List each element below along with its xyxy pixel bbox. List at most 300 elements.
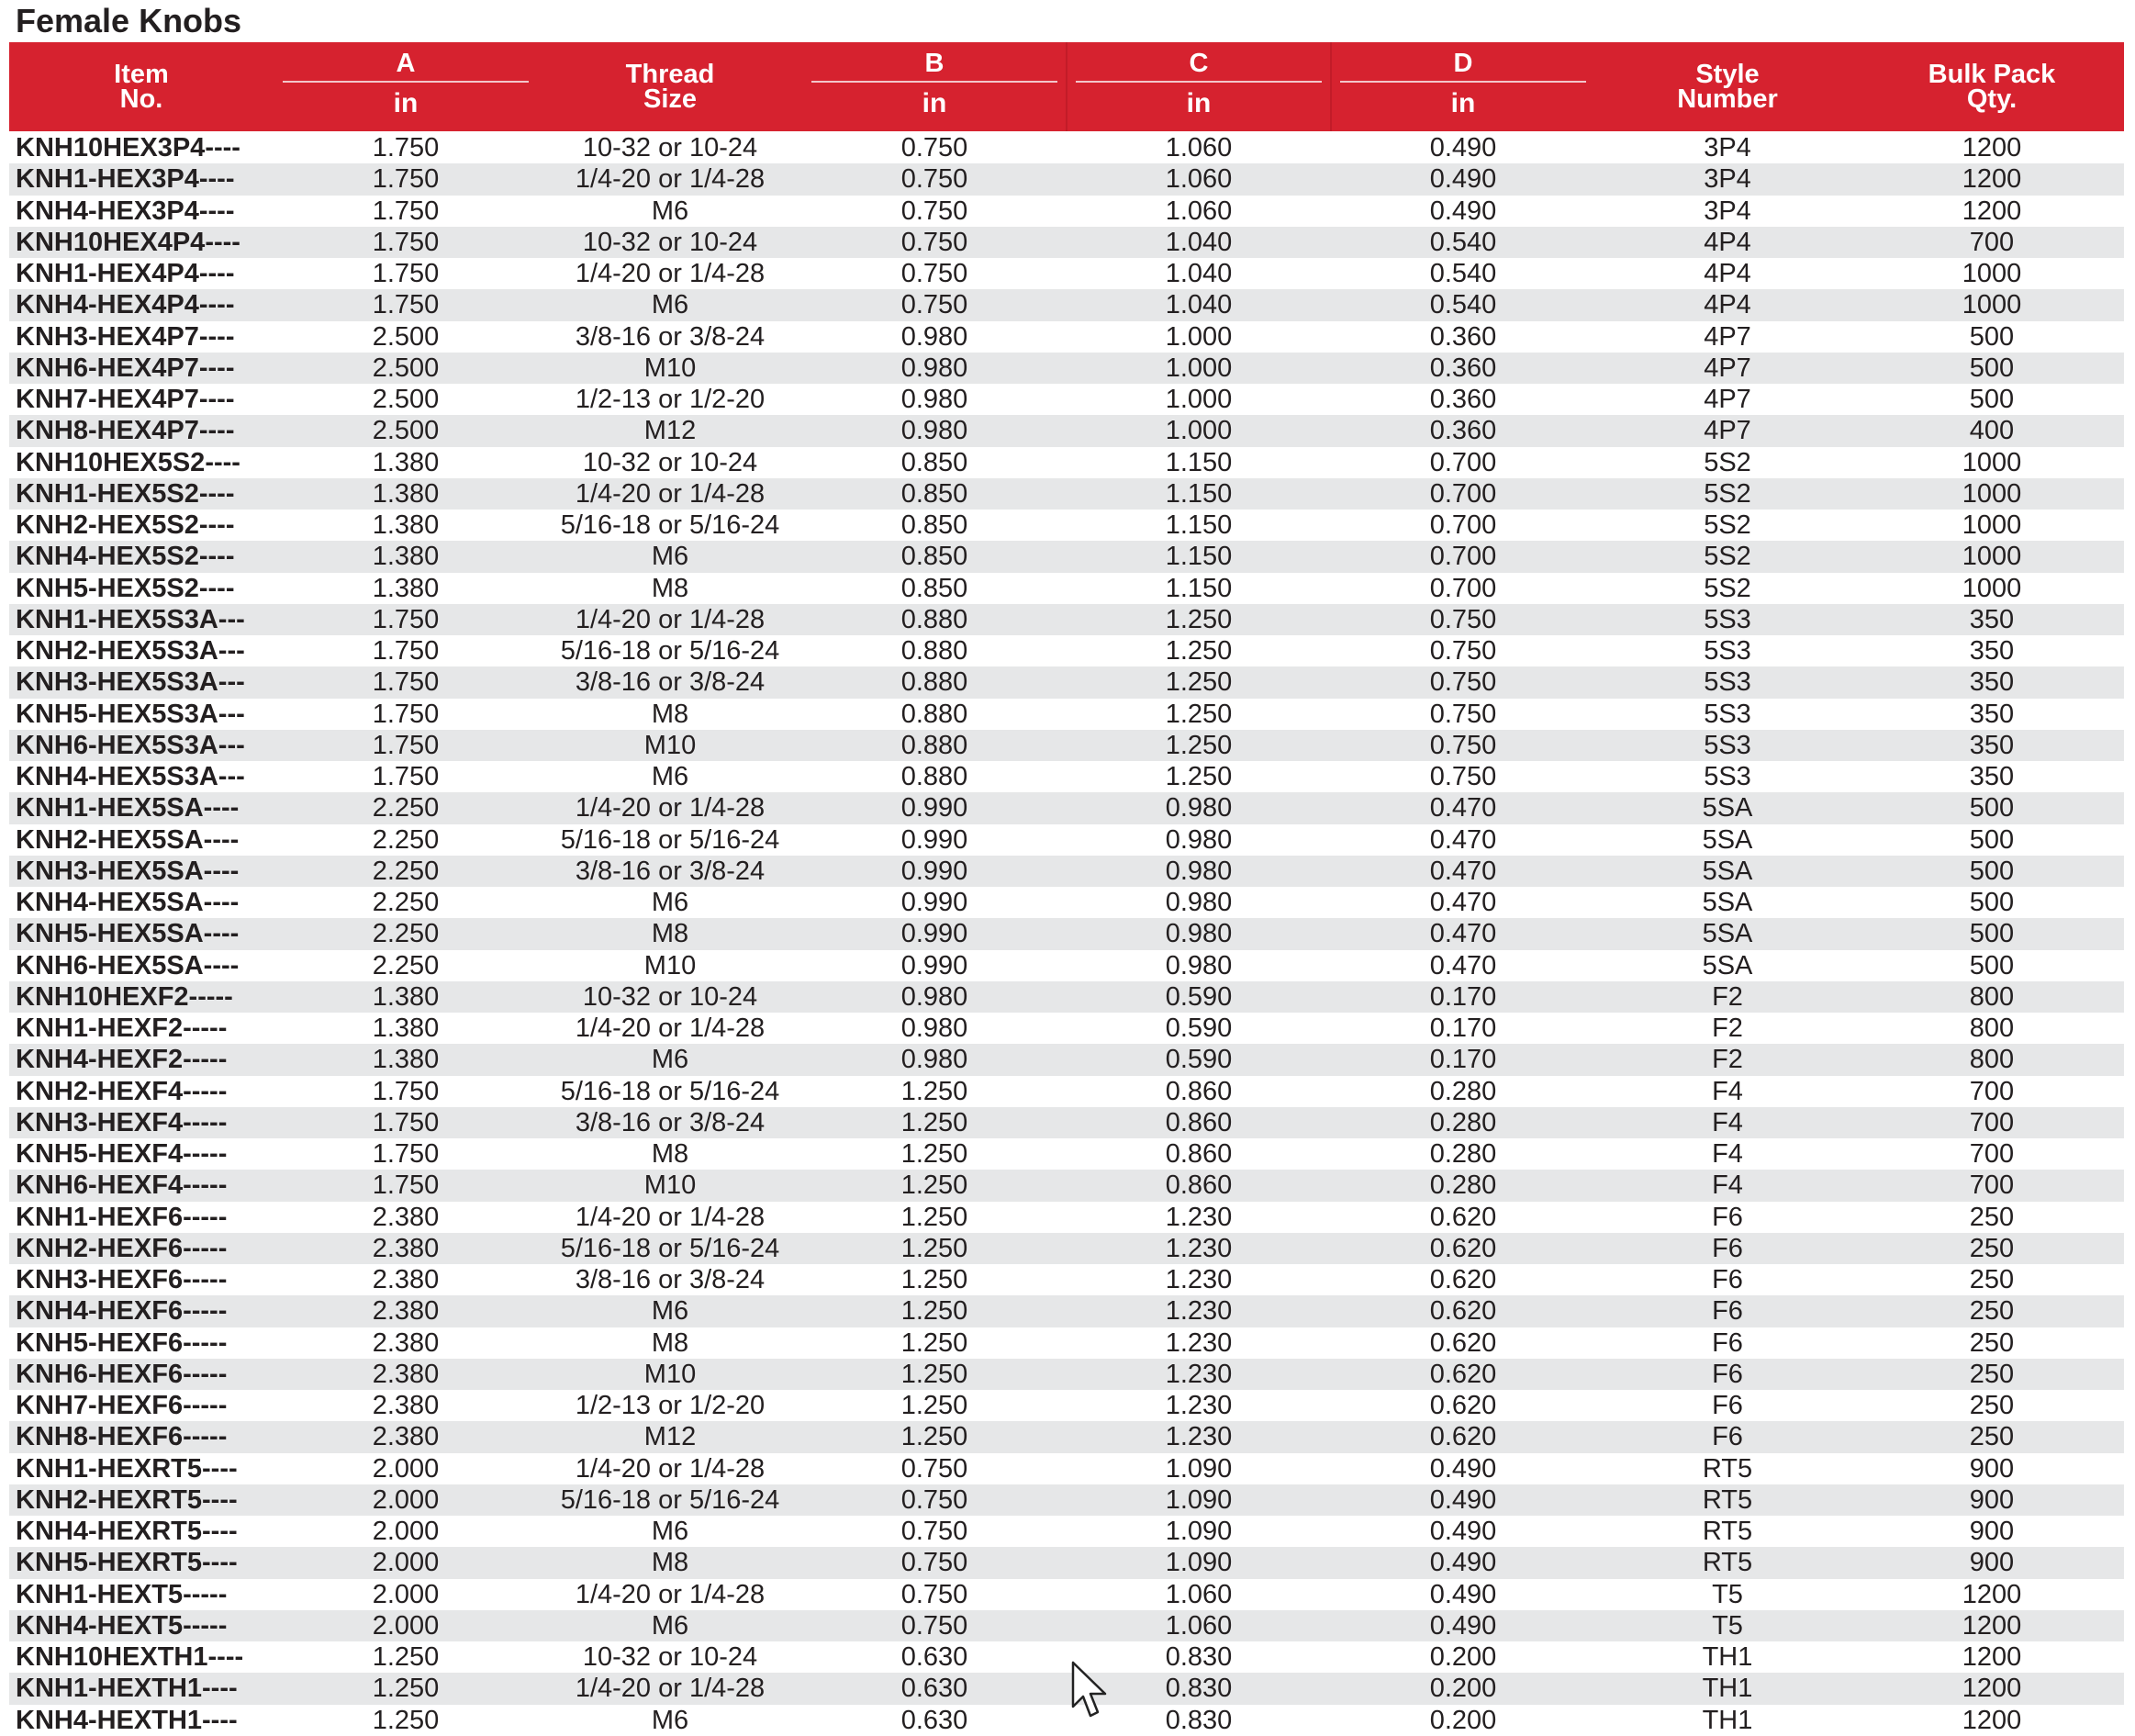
thread-size-cell: M8	[651, 573, 689, 603]
bulk-pack-qty-cell: 500	[1969, 824, 2015, 855]
style-number-cell: F4	[1712, 1139, 1743, 1169]
a-cell: 1.750	[372, 1139, 440, 1169]
bulk-pack-qty-cell: 700	[1969, 1139, 2015, 1169]
bulk-pack-qty-cell: 350	[1969, 667, 2015, 698]
header-a	[274, 42, 538, 131]
d-cell: 0.490	[1429, 1517, 1497, 1546]
table-row	[9, 1673, 2124, 1704]
item-no-cell: KNH2-HEX5S2----	[16, 510, 235, 540]
thread-size-cell: 3/8-16 or 3/8-24	[575, 321, 766, 352]
c-cell: 1.060	[1165, 1610, 1233, 1641]
table-row	[9, 1359, 2124, 1390]
a-cell: 2.500	[372, 416, 440, 446]
c-cell: 1.060	[1165, 1579, 1233, 1609]
thread-size-cell: M10	[643, 950, 697, 980]
bulk-pack-qty-cell: 1000	[1962, 447, 2022, 477]
table-row	[9, 1610, 2124, 1641]
c-cell: 1.060	[1165, 196, 1233, 226]
item-no-cell: KNH4-HEX5SA----	[16, 888, 240, 917]
header-d	[1331, 42, 1595, 131]
d-cell: 0.490	[1429, 1453, 1497, 1484]
table-row	[9, 1390, 2124, 1421]
item-no-cell: KNH10HEX4P4----	[16, 227, 240, 257]
style-number-cell: F6	[1712, 1327, 1743, 1358]
b-cell: 1.250	[900, 1139, 968, 1169]
c-cell: 0.980	[1165, 919, 1233, 949]
item-no-cell: KNH1-HEX3P4----	[16, 164, 235, 195]
a-cell: 1.380	[372, 981, 440, 1012]
table-row	[9, 918, 2124, 949]
b-cell: 0.990	[900, 950, 968, 980]
thread-size-cell: M6	[651, 196, 689, 226]
b-cell: 0.750	[900, 164, 968, 195]
table-row	[9, 635, 2124, 666]
a-cell: 2.500	[372, 353, 440, 383]
header-b	[802, 42, 1067, 131]
c-cell: 1.150	[1165, 447, 1233, 477]
style-number-cell: T5	[1712, 1610, 1743, 1641]
style-number-cell: 5SA	[1702, 919, 1753, 949]
style-number-cell: TH1	[1702, 1674, 1753, 1704]
header-divider	[1330, 42, 1332, 131]
d-cell: 0.170	[1429, 981, 1497, 1012]
table-row	[9, 415, 2124, 446]
style-number-cell: F2	[1712, 1014, 1743, 1043]
d-cell: 0.470	[1429, 793, 1497, 823]
style-number-cell: RT5	[1702, 1484, 1753, 1515]
table-row	[9, 1641, 2124, 1673]
a-cell: 2.500	[372, 321, 440, 352]
item-no-cell: KNH5-HEX5S2----	[16, 573, 235, 603]
b-cell: 0.750	[900, 227, 968, 257]
d-cell: 0.170	[1429, 1014, 1497, 1043]
a-cell: 2.500	[372, 385, 440, 414]
table-row	[9, 478, 2124, 510]
a-cell: 2.380	[372, 1391, 440, 1420]
c-cell: 1.150	[1165, 478, 1233, 509]
a-cell: 2.250	[372, 919, 440, 949]
item-no-cell: KNH6-HEXF6-----	[16, 1359, 228, 1389]
table-row	[9, 1233, 2124, 1264]
c-cell: 0.980	[1165, 856, 1233, 886]
style-number-cell: F6	[1712, 1359, 1743, 1389]
thread-size-cell: M6	[651, 762, 689, 791]
c-cell: 0.980	[1165, 824, 1233, 855]
thread-size-cell: 1/2-13 or 1/2-20	[575, 385, 766, 414]
d-cell: 0.620	[1429, 1327, 1497, 1358]
header-bulk-pack-qty: Bulk Pack Qty.	[1928, 59, 2056, 114]
thread-size-cell: 5/16-18 or 5/16-24	[560, 636, 780, 666]
a-cell: 1.250	[372, 1705, 440, 1735]
d-cell: 0.750	[1429, 604, 1497, 634]
table-row	[9, 1264, 2124, 1295]
header-c	[1067, 42, 1331, 131]
style-number-cell: 4P7	[1704, 321, 1751, 352]
item-no-cell: KNH6-HEX5SA----	[16, 950, 240, 980]
style-number-cell: RT5	[1702, 1517, 1753, 1546]
thread-size-cell: M6	[651, 888, 689, 917]
c-cell: 0.860	[1165, 1107, 1233, 1137]
c-cell: 1.230	[1165, 1265, 1233, 1294]
bulk-pack-qty-cell: 1200	[1962, 164, 2022, 195]
style-number-cell: 4P7	[1704, 385, 1751, 414]
style-number-cell: TH1	[1702, 1642, 1753, 1672]
bulk-pack-qty-cell: 350	[1969, 730, 2015, 760]
c-cell: 0.830	[1165, 1674, 1233, 1704]
a-cell: 2.380	[372, 1296, 440, 1327]
c-cell: 1.250	[1165, 762, 1233, 791]
table-body	[9, 132, 2124, 1736]
thread-size-cell: 1/4-20 or 1/4-28	[575, 478, 766, 509]
a-cell: 1.750	[372, 730, 440, 760]
b-cell: 0.750	[900, 1579, 968, 1609]
bulk-pack-qty-cell: 900	[1969, 1453, 2015, 1484]
table-row	[9, 227, 2124, 258]
table-row	[9, 950, 2124, 981]
thread-size-cell: M6	[651, 1610, 689, 1641]
bulk-pack-qty-cell: 800	[1969, 981, 2015, 1012]
bulk-pack-qty-cell: 900	[1969, 1548, 2015, 1578]
d-cell: 0.490	[1429, 1548, 1497, 1578]
item-no-cell: KNH2-HEXF4-----	[16, 1076, 228, 1106]
table-row	[9, 353, 2124, 384]
style-number-cell: 5S2	[1704, 447, 1751, 477]
header-b-label: B	[924, 49, 945, 78]
b-cell: 0.880	[900, 667, 968, 698]
thread-size-cell: M6	[651, 542, 689, 572]
style-number-cell: F6	[1712, 1296, 1743, 1327]
d-cell: 0.540	[1429, 259, 1497, 288]
d-cell: 0.490	[1429, 1610, 1497, 1641]
a-cell: 2.380	[372, 1327, 440, 1358]
b-cell: 0.880	[900, 636, 968, 666]
thread-size-cell: M8	[651, 1139, 689, 1169]
bulk-pack-qty-cell: 250	[1969, 1233, 2015, 1263]
d-cell: 0.470	[1429, 919, 1497, 949]
table-row	[9, 1516, 2124, 1547]
a-cell: 2.250	[372, 950, 440, 980]
style-number-cell: 4P4	[1704, 290, 1751, 320]
style-number-cell: 4P4	[1704, 259, 1751, 288]
bulk-pack-qty-cell: 700	[1969, 1107, 2015, 1137]
a-cell: 2.250	[372, 793, 440, 823]
c-cell: 0.590	[1165, 1045, 1233, 1075]
bulk-pack-qty-cell: 500	[1969, 321, 2015, 352]
table-row	[9, 1453, 2124, 1484]
b-cell: 0.750	[900, 259, 968, 288]
item-no-cell: KNH3-HEXF6-----	[16, 1265, 228, 1294]
c-cell: 0.860	[1165, 1139, 1233, 1169]
a-cell: 1.750	[372, 667, 440, 698]
style-number-cell: 5S2	[1704, 510, 1751, 540]
header-c-unit: in	[1186, 88, 1212, 118]
a-cell: 1.750	[372, 1107, 440, 1137]
bulk-pack-qty-cell: 500	[1969, 919, 2015, 949]
c-cell: 1.230	[1165, 1296, 1233, 1327]
bulk-pack-qty-cell: 250	[1969, 1202, 2015, 1232]
item-no-cell: KNH1-HEXRT5----	[16, 1453, 238, 1484]
b-cell: 0.990	[900, 793, 968, 823]
table-row	[9, 289, 2124, 320]
b-cell: 0.980	[900, 416, 968, 446]
c-cell: 1.150	[1165, 542, 1233, 572]
thread-size-cell: 1/2-13 or 1/2-20	[575, 1391, 766, 1420]
table-row	[9, 856, 2124, 887]
c-cell: 1.060	[1165, 164, 1233, 195]
c-cell: 1.230	[1165, 1202, 1233, 1232]
bulk-pack-qty-cell: 1200	[1962, 196, 2022, 226]
b-cell: 1.250	[900, 1327, 968, 1358]
d-cell: 0.750	[1429, 699, 1497, 729]
d-cell: 0.280	[1429, 1139, 1497, 1169]
item-no-cell: KNH5-HEXF4-----	[16, 1139, 228, 1169]
d-cell: 0.750	[1429, 636, 1497, 666]
thread-size-cell: M6	[651, 1705, 689, 1735]
style-number-cell: 5S3	[1704, 636, 1751, 666]
b-cell: 0.850	[900, 573, 968, 603]
style-number-cell: 4P4	[1704, 227, 1751, 257]
c-cell: 1.090	[1165, 1484, 1233, 1515]
item-no-cell: KNH4-HEXF2-----	[16, 1045, 228, 1075]
table-row	[9, 541, 2124, 572]
b-cell: 1.250	[900, 1296, 968, 1327]
item-no-cell: KNH6-HEXF4-----	[16, 1170, 228, 1201]
header-a-label: A	[396, 49, 416, 78]
mouse-cursor-icon	[1070, 1661, 1111, 1721]
table-row	[9, 1107, 2124, 1138]
bulk-pack-qty-cell: 350	[1969, 636, 2015, 666]
table-row	[9, 792, 2124, 823]
b-cell: 1.250	[900, 1391, 968, 1420]
bulk-pack-qty-cell: 700	[1969, 1076, 2015, 1106]
style-number-cell: 5SA	[1702, 856, 1753, 886]
bulk-pack-qty-cell: 1000	[1962, 573, 2022, 603]
item-no-cell: KNH4-HEXT5-----	[16, 1610, 228, 1641]
item-no-cell: KNH4-HEXTH1----	[16, 1705, 238, 1735]
table-row	[9, 1547, 2124, 1578]
style-number-cell: 5SA	[1702, 888, 1753, 917]
item-no-cell: KNH4-HEX5S2----	[16, 542, 235, 572]
a-cell: 2.380	[372, 1265, 440, 1294]
d-cell: 0.470	[1429, 888, 1497, 917]
item-no-cell: KNH1-HEXT5-----	[16, 1579, 228, 1609]
d-cell: 0.170	[1429, 1045, 1497, 1075]
b-cell: 0.990	[900, 856, 968, 886]
d-cell: 0.700	[1429, 542, 1497, 572]
table-row	[9, 1484, 2124, 1516]
bulk-pack-qty-cell: 1200	[1962, 1610, 2022, 1641]
d-cell: 0.470	[1429, 856, 1497, 886]
b-cell: 0.980	[900, 353, 968, 383]
thread-size-cell: 5/16-18 or 5/16-24	[560, 510, 780, 540]
a-cell: 2.000	[372, 1484, 440, 1515]
a-cell: 1.750	[372, 133, 440, 162]
b-cell: 0.750	[900, 133, 968, 162]
item-no-cell: KNH4-HEXF6-----	[16, 1296, 228, 1327]
c-cell: 0.830	[1165, 1642, 1233, 1672]
table-row	[9, 761, 2124, 792]
c-cell: 1.150	[1165, 510, 1233, 540]
d-cell: 0.490	[1429, 196, 1497, 226]
thread-size-cell: 1/4-20 or 1/4-28	[575, 1674, 766, 1704]
table-row	[9, 384, 2124, 415]
bulk-pack-qty-cell: 500	[1969, 385, 2015, 414]
d-cell: 0.280	[1429, 1170, 1497, 1201]
b-cell: 0.750	[900, 1548, 968, 1578]
bulk-pack-qty-cell: 1200	[1962, 133, 2022, 162]
item-no-cell: KNH1-HEXF2-----	[16, 1014, 228, 1043]
c-cell: 0.830	[1165, 1705, 1233, 1735]
a-cell: 1.750	[372, 604, 440, 634]
d-cell: 0.700	[1429, 478, 1497, 509]
item-no-cell: KNH1-HEX5S3A---	[16, 604, 245, 634]
item-no-cell: KNH4-HEX4P4----	[16, 290, 235, 320]
a-cell: 1.380	[372, 573, 440, 603]
d-cell: 0.490	[1429, 133, 1497, 162]
table-row	[9, 1421, 2124, 1452]
a-cell: 1.750	[372, 259, 440, 288]
d-cell: 0.620	[1429, 1202, 1497, 1232]
bulk-pack-qty-cell: 250	[1969, 1327, 2015, 1358]
b-cell: 1.250	[900, 1107, 968, 1137]
c-cell: 1.250	[1165, 604, 1233, 634]
b-cell: 0.990	[900, 888, 968, 917]
b-cell: 0.980	[900, 385, 968, 414]
thread-size-cell: 5/16-18 or 5/16-24	[560, 1484, 780, 1515]
page-title: Female Knobs	[16, 2, 242, 39]
a-cell: 1.250	[372, 1642, 440, 1672]
d-cell: 0.280	[1429, 1076, 1497, 1106]
a-cell: 2.380	[372, 1202, 440, 1232]
d-cell: 0.620	[1429, 1296, 1497, 1327]
a-cell: 2.000	[372, 1517, 440, 1546]
d-cell: 0.490	[1429, 1579, 1497, 1609]
b-cell: 1.250	[900, 1422, 968, 1452]
thread-size-cell: 1/4-20 or 1/4-28	[575, 604, 766, 634]
item-no-cell: KNH7-HEXF6-----	[16, 1391, 228, 1420]
c-cell: 0.980	[1165, 888, 1233, 917]
table-row	[9, 1138, 2124, 1170]
thread-size-cell: 3/8-16 or 3/8-24	[575, 1265, 766, 1294]
d-cell: 0.750	[1429, 667, 1497, 698]
d-cell: 0.750	[1429, 730, 1497, 760]
table-row	[9, 1170, 2124, 1201]
a-cell: 1.750	[372, 196, 440, 226]
table-row	[9, 447, 2124, 478]
table-row	[9, 573, 2124, 604]
style-number-cell: F6	[1712, 1233, 1743, 1263]
b-cell: 1.250	[900, 1202, 968, 1232]
b-cell: 1.250	[900, 1170, 968, 1201]
table-row	[9, 132, 2124, 163]
style-number-cell: 4P7	[1704, 353, 1751, 383]
c-cell: 1.250	[1165, 699, 1233, 729]
bulk-pack-qty-cell: 250	[1969, 1265, 2015, 1294]
b-cell: 0.850	[900, 478, 968, 509]
thread-size-cell: M8	[651, 1548, 689, 1578]
bulk-pack-qty-cell: 800	[1969, 1014, 2015, 1043]
thread-size-cell: M6	[651, 290, 689, 320]
thread-size-cell: 3/8-16 or 3/8-24	[575, 1107, 766, 1137]
d-cell: 0.200	[1429, 1705, 1497, 1735]
d-cell: 0.620	[1429, 1265, 1497, 1294]
b-cell: 0.880	[900, 604, 968, 634]
item-no-cell: KNH4-HEX5S3A---	[16, 762, 245, 791]
thread-size-cell: 1/4-20 or 1/4-28	[575, 1014, 766, 1043]
c-cell: 1.090	[1165, 1517, 1233, 1546]
item-no-cell: KNH10HEX3P4----	[16, 133, 240, 162]
style-number-cell: RT5	[1702, 1453, 1753, 1484]
b-cell: 0.750	[900, 196, 968, 226]
bulk-pack-qty-cell: 400	[1969, 416, 2015, 446]
b-cell: 0.750	[900, 1453, 968, 1484]
thread-size-cell: M8	[651, 919, 689, 949]
c-cell: 1.000	[1165, 353, 1233, 383]
a-cell: 1.380	[372, 447, 440, 477]
table-row	[9, 981, 2124, 1013]
b-cell: 0.630	[900, 1705, 968, 1735]
header-divider	[1066, 42, 1068, 131]
header-c-label: C	[1189, 49, 1209, 78]
c-cell: 1.040	[1165, 290, 1233, 320]
c-cell: 1.060	[1165, 133, 1233, 162]
b-cell: 0.850	[900, 510, 968, 540]
a-cell: 1.380	[372, 478, 440, 509]
style-number-cell: 4P7	[1704, 416, 1751, 446]
thread-size-cell: 1/4-20 or 1/4-28	[575, 1202, 766, 1232]
header-d-unit: in	[1450, 88, 1476, 118]
d-cell: 0.620	[1429, 1359, 1497, 1389]
item-no-cell: KNH4-HEXRT5----	[16, 1517, 238, 1546]
thread-size-cell: M12	[643, 416, 697, 446]
bulk-pack-qty-cell: 1200	[1962, 1642, 2022, 1672]
d-cell: 0.620	[1429, 1391, 1497, 1420]
a-cell: 2.380	[372, 1359, 440, 1389]
style-number-cell: 5S3	[1704, 730, 1751, 760]
style-number-cell: F4	[1712, 1107, 1743, 1137]
d-cell: 0.280	[1429, 1107, 1497, 1137]
d-cell: 0.700	[1429, 573, 1497, 603]
bulk-pack-qty-cell: 250	[1969, 1296, 2015, 1327]
a-cell: 1.750	[372, 762, 440, 791]
b-cell: 0.990	[900, 824, 968, 855]
table-row	[9, 258, 2124, 289]
d-cell: 0.470	[1429, 824, 1497, 855]
a-cell: 2.250	[372, 888, 440, 917]
table-row	[9, 1295, 2124, 1327]
a-cell: 1.750	[372, 699, 440, 729]
thread-size-cell: M10	[643, 1170, 697, 1201]
d-cell: 0.360	[1429, 416, 1497, 446]
style-number-cell: 5S3	[1704, 762, 1751, 791]
b-cell: 1.250	[900, 1233, 968, 1263]
bulk-pack-qty-cell: 1000	[1962, 259, 2022, 288]
b-cell: 0.750	[900, 290, 968, 320]
bulk-pack-qty-cell: 1000	[1962, 290, 2022, 320]
table-row	[9, 510, 2124, 541]
thread-size-cell: M12	[643, 1422, 697, 1452]
bulk-pack-qty-cell: 1000	[1962, 510, 2022, 540]
header-a-unit: in	[393, 88, 419, 118]
item-no-cell: KNH8-HEX4P7----	[16, 416, 235, 446]
thread-size-cell: 5/16-18 or 5/16-24	[560, 1076, 780, 1106]
item-no-cell: KNH10HEXF2-----	[16, 981, 233, 1012]
style-number-cell: 5S3	[1704, 667, 1751, 698]
style-number-cell: 3P4	[1704, 164, 1751, 195]
a-cell: 1.380	[372, 510, 440, 540]
style-number-cell: 5S2	[1704, 573, 1751, 603]
table-row	[9, 824, 2124, 856]
